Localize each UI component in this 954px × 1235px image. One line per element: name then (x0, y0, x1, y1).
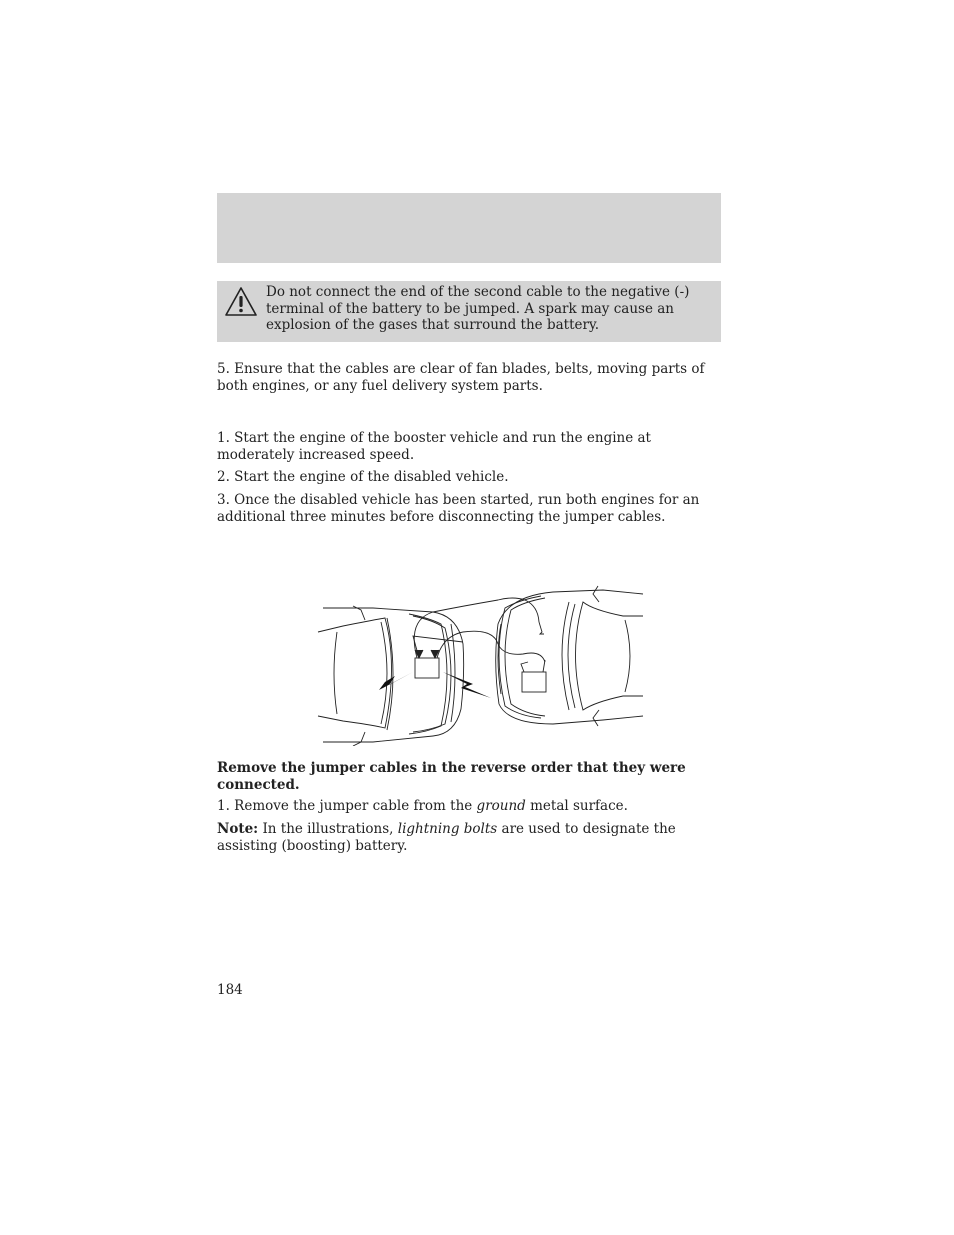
start-step-1: 1. Start the engine of the booster vehicle and run the engine at moderately increased speed. (217, 430, 651, 463)
step-5: 5. Ensure that the cables are clear of fan blades, belts, moving parts of both engines, or any fuel delivery system parts. (217, 361, 705, 394)
page-number: 184 (217, 982, 243, 998)
warning-triangle-icon (224, 286, 258, 318)
section-header-band (217, 193, 721, 263)
jumper-cable-illustration (313, 584, 648, 746)
note-paragraph: Note: In the illustrations, lightning bolts are used to designate the assisting (boosting) battery. (217, 821, 676, 854)
warning-box (217, 281, 721, 342)
start-step-2: 2. Start the engine of the disabled vehicle. (217, 469, 509, 485)
warning-text: Do not connect the end of the second cable to the negative (-) terminal of the battery to be jumped. A spark may cause an explosion of the gases that surround the battery. (266, 284, 690, 333)
removal-step-1: 1. Remove the jumper cable from the ground metal surface. (217, 798, 628, 814)
removal-heading: Remove the jumper cables in the reverse order that they were connected. (217, 760, 686, 793)
start-step-3: 3. Once the disabled vehicle has been started, run both engines for an additional three minutes before disconnecting the jumper cables. (217, 492, 700, 525)
